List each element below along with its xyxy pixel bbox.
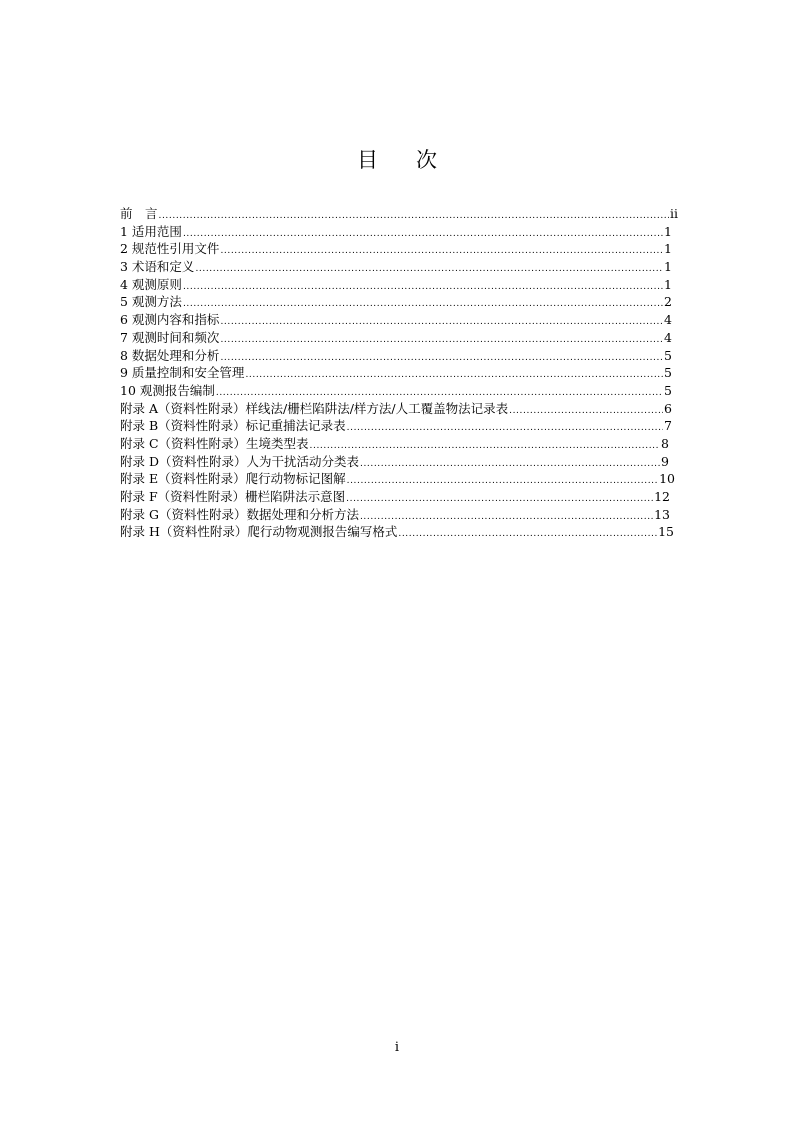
toc-page-number: 4 — [664, 312, 672, 328]
toc-page-number: 1 — [664, 276, 672, 292]
toc-entry-time-frequency[interactable] — [120, 329, 672, 347]
toc-label: 9 质量控制和安全管理 — [120, 365, 245, 381]
page-title — [0, 146, 794, 174]
toc-entry-methods[interactable] — [120, 293, 672, 311]
toc-label: 附录 C（资料性附录）生境类型表 — [120, 435, 309, 451]
toc-label: 附录 E（资料性附录）爬行动物标记图解 — [120, 471, 346, 487]
toc-page-number: 1 — [664, 223, 672, 239]
toc-page-number: 1 — [664, 259, 672, 275]
toc-page-number: 15 — [658, 524, 674, 540]
toc-leader — [398, 523, 657, 544]
toc-page-number: 4 — [664, 329, 672, 345]
toc-label: 2 规范性引用文件 — [120, 241, 220, 257]
toc-page-number: 8 — [661, 435, 669, 451]
page-title-part2: 次 — [416, 148, 437, 172]
toc-page-number: 10 — [659, 471, 675, 487]
toc-entry-foreword[interactable] — [120, 205, 678, 223]
toc-label: 附录 H（资料性附录）爬行动物观测报告编写格式 — [120, 524, 398, 540]
toc-label: 5 观测方法 — [120, 294, 182, 310]
toc-entry-appendix-a[interactable] — [120, 400, 672, 418]
toc-entry-appendix-g[interactable] — [120, 506, 670, 524]
toc-page-number: 5 — [664, 347, 672, 363]
toc-page-number: ii — [670, 206, 678, 221]
toc-page-number: 7 — [664, 418, 672, 434]
toc-label: 8 数据处理和分析 — [120, 347, 220, 363]
toc-page-number: 1 — [664, 241, 672, 257]
toc-label: 前 言 — [120, 206, 158, 221]
toc-label: 附录 B（资料性附录）标记重捕法记录表 — [120, 418, 346, 434]
table-of-contents — [120, 205, 678, 541]
toc-entry-terms-definitions[interactable] — [120, 258, 672, 276]
toc-label: 附录 A（资料性附录）样线法/栅栏陷阱法/样方法/人工覆盖物法记录表 — [120, 400, 509, 416]
toc-entry-report[interactable] — [120, 382, 672, 400]
toc-label: 3 术语和定义 — [120, 259, 195, 275]
toc-entry-appendix-f[interactable] — [120, 488, 670, 506]
toc-entry-quality-control[interactable] — [120, 364, 672, 382]
toc-page-number: 5 — [664, 382, 672, 398]
toc-label: 6 观测内容和指标 — [120, 312, 220, 328]
page-title-part1: 目 — [357, 148, 378, 172]
toc-page-number: 5 — [664, 365, 672, 381]
toc-entry-appendix-d[interactable] — [120, 453, 669, 471]
toc-page-number: 12 — [654, 489, 670, 504]
toc-entry-appendix-b[interactable] — [120, 417, 672, 435]
toc-label: 附录 F（资料性附录）栅栏陷阱法示意图 — [120, 489, 346, 504]
toc-page-number: 9 — [661, 453, 669, 469]
toc-entry-appendix-h[interactable] — [120, 523, 674, 541]
toc-label: 4 观测原则 — [120, 276, 182, 292]
toc-label: 附录 D（资料性附录）人为干扰活动分类表 — [120, 453, 359, 469]
toc-entry-normative-references[interactable] — [120, 240, 672, 258]
toc-label: 7 观测时间和频次 — [120, 329, 220, 345]
toc-page-number: 6 — [664, 400, 672, 416]
toc-label: 10 观测报告编制 — [120, 382, 215, 398]
toc-entry-appendix-e[interactable] — [120, 470, 675, 488]
toc-page-number: 2 — [664, 294, 672, 310]
toc-label: 附录 G（资料性附录）数据处理和分析方法 — [120, 506, 359, 522]
toc-entry-appendix-c[interactable] — [120, 435, 669, 453]
toc-page-number: 13 — [654, 506, 670, 522]
toc-entry-content-indicators[interactable] — [120, 311, 672, 329]
toc-entry-data-processing[interactable] — [120, 347, 672, 365]
footer-page-number: i — [394, 1040, 400, 1055]
toc-entry-scope[interactable] — [120, 223, 672, 241]
toc-label: 1 适用范围 — [120, 223, 182, 239]
toc-entry-principles[interactable] — [120, 276, 672, 294]
